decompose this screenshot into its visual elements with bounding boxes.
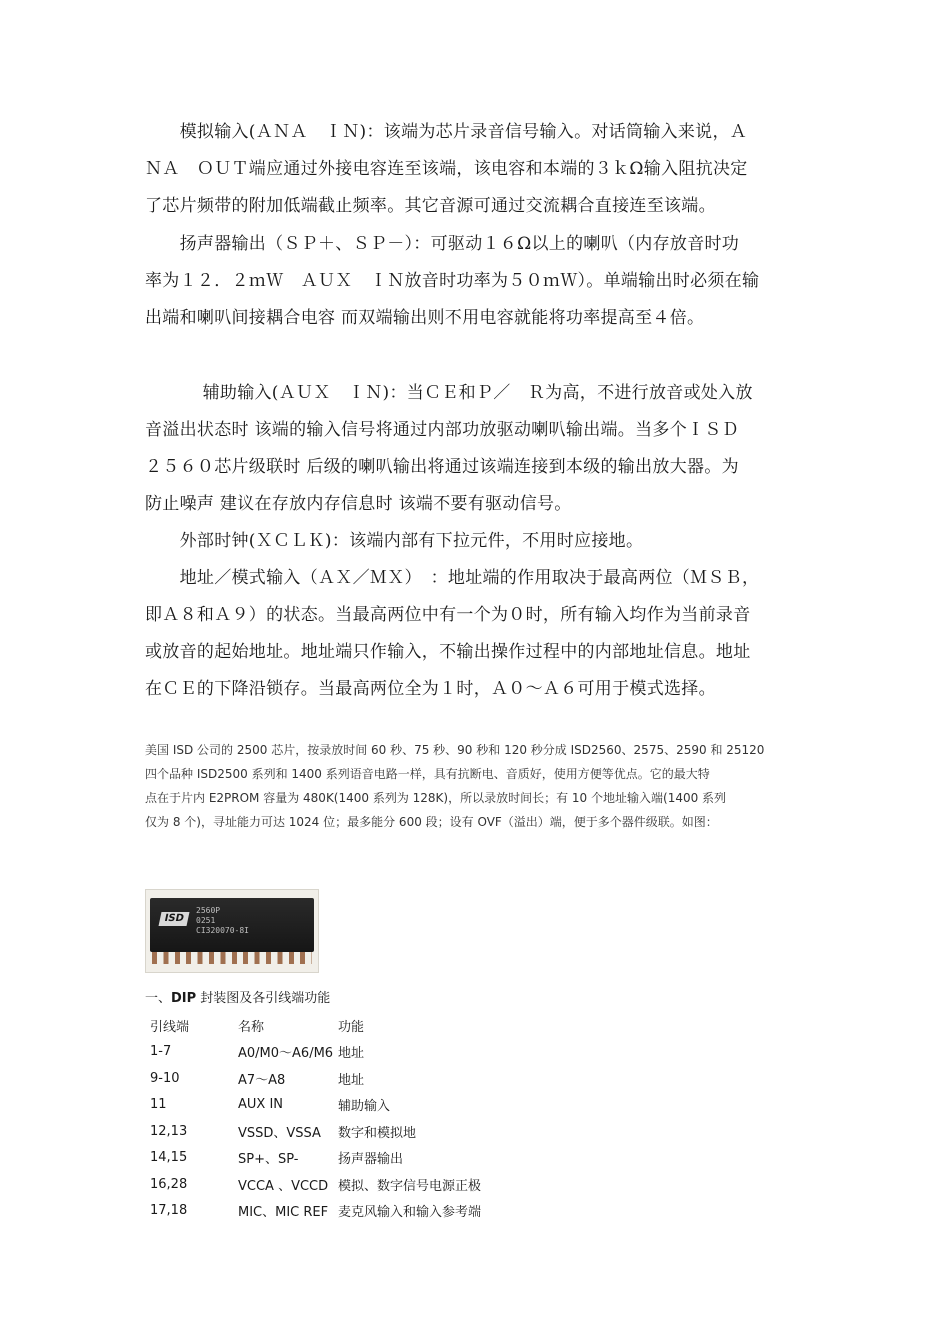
section-bold: DIP [171,991,197,1006]
text-line: 出端和喇叭间接耦合电容 而双端输出则不用电容就能将功率提高至４倍。 [145,308,705,328]
header-pin: 引线端 [150,1019,190,1035]
text-line: 扬声器输出（ＳＰ＋、ＳＰ－）：可驱动１６Ω以上的喇叭（内存放音时功 [145,234,740,254]
text-line: 防止噪声 建议在存放内存信息时 该端不要有驱动信号。 [145,494,572,514]
cell-function: 扬声器输出 [338,1152,404,1168]
cell-name: MIC、MIC REF [238,1205,329,1221]
cell-function: 数字和模拟地 [338,1125,417,1141]
text-line: 了芯片频带的附加低端截止频率。其它音源可通过交流耦合直接连至该端。 [145,196,716,216]
paragraph-isd-intro [145,738,810,834]
text-line: 模拟输入(ＡＮＡ ＩＮ)：该端为芯片录音信号输入。对话筒输入来说，Ａ [145,122,748,142]
cell-pin: 16,28 [150,1176,188,1192]
text-line: 外部时钟(ＸＣＬＫ)：该端内部有下拉元件，不用时应接地。 [145,531,644,551]
header-name: 名称 [238,1019,265,1035]
cell-name: A7～A8 [238,1072,286,1088]
table-row [150,1198,481,1225]
section-prefix: 一、 [145,991,172,1006]
text-line: 率为１２．２ｍＷ ＡＵＸ ＩＮ放音时功率为５０ｍＷ）。单端输出时必须在输 [145,271,760,291]
text-line: 四个品种 ISD2500 系列和 1400 系列语音电路一样，具有抗断电、音质好，使用方便等优点。它的最大特 [145,767,710,781]
cell-name: SP+、SP- [238,1152,299,1168]
table-header-row [150,1012,481,1039]
pin-function-table [150,1012,481,1224]
chip-photo [145,889,319,973]
text-line: 音溢出状态时 该端的输入信号将通过内部功放驱动喇叭输出端。当多个ＩＳＤ [145,420,739,440]
text-line: ２５６０芯片级联时 后级的喇叭输出将通过该端连接到本级的输出放大器。为 [145,457,739,477]
cell-name: A0/M0～A6/M6 [238,1046,334,1062]
text-line: 美国 ISD 公司的 2500 芯片，按录放时间 60 秒、75 秒、90 秒和 120 秒分成 ISD2560、2575、2590 和 25120 [145,743,765,757]
text-line: 辅助输入(ＡＵＸ ＩＮ)：当ＣＥ和Ｐ／ Ｒ为高，不进行放音或处入放 [145,383,753,403]
cell-function: 模拟、数字信号电源正极 [338,1178,482,1194]
table-row [150,1092,481,1119]
table-row [150,1145,481,1172]
text-line: 点在于片内 E2PROM 容量为 480K(1400 系列为 128K)，所以录放时间长；有 10 个地址输入端(1400 系列 [145,791,727,805]
cell-pin: 1-7 [150,1044,172,1060]
table-row [150,1065,481,1092]
chip-body [150,898,314,952]
table-row [150,1118,481,1145]
cell-pin: 12,13 [150,1123,188,1139]
cell-name: VSSD、VSSA [238,1125,321,1141]
section-title [145,987,330,1006]
cell-name: AUX IN [238,1097,284,1113]
cell-pin: 17,18 [150,1203,188,1219]
text-line: 或放音的起始地址。地址端只作输入，不输出操作过程中的内部地址信息。地址 [145,642,751,662]
text-line: ＮＡ ＯＵＴ端应通过外接电容连至该端，该电容和本端的３ｋΩ输入阻抗决定 [145,159,748,179]
text-line: 即Ａ８和Ａ９）的状态。当最高两位中有一个为０时，所有输入均作为当前录音 [145,605,751,625]
cell-function: 地址 [338,1046,365,1062]
cell-pin: 9-10 [150,1070,180,1086]
cell-pin: 14,15 [150,1150,188,1166]
table-row [150,1039,481,1066]
text-line: 仅为 8 个)，寻址能力可达 1024 位；最多能分 600 段；设有 OVF（溢出）端，便于多个器件级联。如图： [145,815,718,829]
header-function: 功能 [338,1019,365,1035]
paragraph-analog-input [145,114,807,225]
chip-pins [152,952,312,964]
table-row [150,1171,481,1198]
chip-markings: 2560P 0251 CI320070-8I [196,906,249,935]
text-line: 在ＣＥ的下降沿锁存。当最高两位全为１时，Ａ０～Ａ６可用于模式选择。 [145,679,716,699]
section-rest: 封装图及各引线端功能 [196,991,331,1006]
paragraph-speaker-output [145,226,807,337]
cell-pin: 11 [150,1097,167,1113]
cell-name: VCCA 、VCCD [238,1178,329,1194]
cell-function: 麦克风输入和输入参考端 [338,1205,482,1221]
text-line: 地址／模式输入（ＡＸ／ＭＸ） ：地址端的作用取决于最高两位（ＭＳＢ， [145,568,760,588]
paragraph-aux-input [145,375,807,708]
isd-logo: ISD [159,912,190,926]
cell-function: 地址 [338,1072,365,1088]
cell-function: 辅助输入 [338,1099,391,1115]
